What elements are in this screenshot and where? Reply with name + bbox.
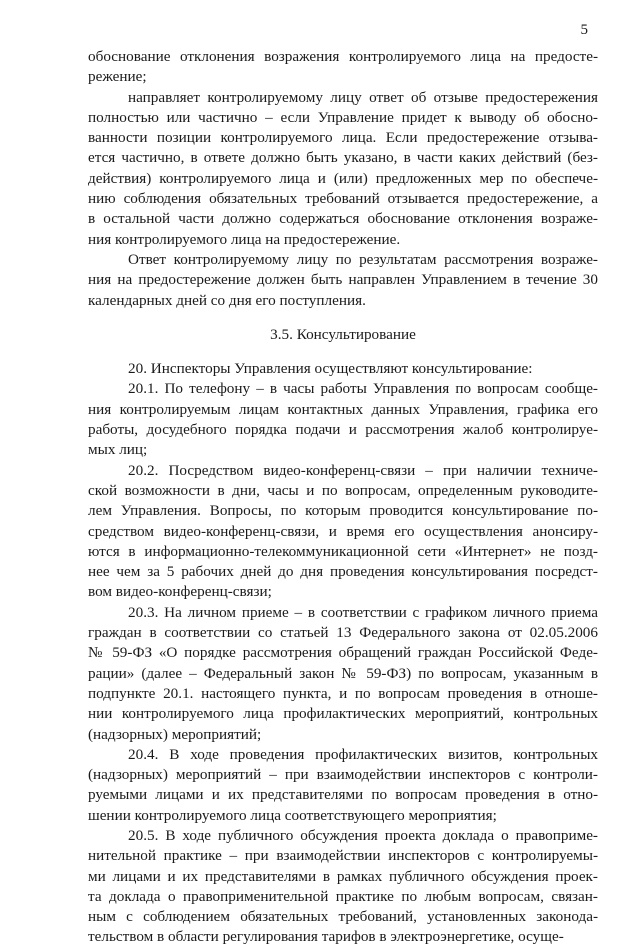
paragraph-line: граждан в соответствии со статьей 13 Федерального закона от 02.05.2006 bbox=[88, 624, 598, 642]
paragraph-line: работы, досудебного порядка подачи и рассмотрения жалоб контролируе- bbox=[88, 421, 598, 439]
paragraph-line: нии контролируемого лица профилактических мероприятий, контрольных bbox=[88, 705, 598, 723]
section-heading: 3.5. Консультирование bbox=[270, 325, 416, 343]
page-number: 5 bbox=[580, 22, 588, 38]
paragraph-line: обоснование отклонения возражения контролируемого лица на предосте- bbox=[88, 48, 598, 65]
paragraph-line: направляет контролируемому лицу ответ об отзыве предостережения bbox=[128, 88, 598, 106]
paragraph-line: 20.5. В ходе публичного обсуждения проекта доклада о правоприме- bbox=[128, 826, 598, 844]
paragraph-line: режение; bbox=[88, 68, 147, 86]
paragraph-line: полностью или частично – если Управление придет к выводу об обосно- bbox=[88, 108, 598, 126]
paragraph-line: ния контролируемого лица на предостережение. bbox=[88, 230, 401, 248]
paragraph-line: тельством в области регулирования тарифов в электроэнергетике, осуще- bbox=[88, 928, 564, 946]
paragraph-line: 20.1. По телефону – в часы работы Управления по вопросам сообще- bbox=[128, 380, 598, 398]
paragraph-line: нию соблюдения обязательных требований отзывается предостережение, а bbox=[88, 190, 598, 208]
section-3-4-tail bbox=[88, 47, 598, 311]
paragraph bbox=[88, 88, 598, 250]
paragraph-line: 20. Инспекторы Управления осуществляют консультирование: bbox=[128, 360, 533, 378]
paragraph-line: вом видео-конференц-связи; bbox=[88, 583, 272, 601]
paragraph-line: в остальной части должно содержаться обоснование отклонения возраже- bbox=[88, 210, 598, 228]
paragraph-line: ванности позиции контролируемого лица. Если предостережение отзыва- bbox=[88, 129, 598, 147]
paragraph-line: ния на предостережение должен быть направлен Управлением в течение 30 bbox=[88, 271, 598, 289]
paragraph-line: нее чем за 5 рабочих дней до дня проведения консультирования посредст- bbox=[88, 563, 598, 581]
paragraph-line: 20.4. В ходе проведения профилактических визитов, контрольных bbox=[128, 745, 598, 763]
paragraph-line: действия) контролируемого лица и (или) предложенных мер по обеспече- bbox=[88, 169, 598, 187]
paragraph-line: 20.2. Посредством видео-конференц-связи – при наличии техниче- bbox=[128, 461, 598, 479]
paragraph-line: (надзорных) мероприятий; bbox=[88, 725, 262, 743]
paragraph bbox=[88, 745, 598, 826]
paragraph-line: руемыми лицами и их представителями по вопросам проведения в отно- bbox=[88, 786, 598, 804]
paragraph-line: подпункте 20.1. настоящего пункта, и по вопросам проведения в отноше- bbox=[88, 684, 598, 702]
paragraph-line: ния контролируемым лицам контактных данных Управления, графика его bbox=[88, 400, 598, 418]
paragraph-line: ми лицами и их представителями в рамках публичного обсуждения проек- bbox=[88, 867, 598, 885]
paragraph-line: лем Управления. Вопросы, по которым проводится консультирование по- bbox=[88, 502, 598, 520]
paragraph-line: ным с соблюдением обязательных требований, установленных законода- bbox=[88, 908, 598, 926]
paragraph-line: Ответ контролируемому лицу по результатам рассмотрения возраже- bbox=[128, 250, 598, 268]
paragraph bbox=[88, 603, 598, 745]
paragraph-line: ской возможности в дни, часы и по вопросам, определенным руководите- bbox=[88, 481, 598, 499]
paragraph-line: нительной практике – при взаимодействии инспекторов с контролируемы- bbox=[88, 847, 598, 865]
paragraph bbox=[88, 826, 598, 948]
paragraph-line: ется частично, в ответе должно быть указано, в части каких действий (без- bbox=[88, 149, 598, 167]
paragraph bbox=[88, 379, 598, 460]
paragraph bbox=[88, 359, 598, 379]
paragraph-line: средством видео-конференц-связи, и время его осуществления анонсиру- bbox=[88, 522, 598, 540]
paragraph-line: № 59-ФЗ «О порядке рассмотрения обращений граждан Российской Феде- bbox=[88, 644, 598, 662]
paragraph-line: календарных дней со дня его поступления. bbox=[88, 291, 366, 309]
paragraph-line: та доклада о правоприменительной практике по любым вопросам, связан- bbox=[88, 887, 598, 905]
paragraph-line: 20.3. На личном приеме – в соответствии с графиком личного приема bbox=[128, 603, 598, 621]
paragraph-line: ются в информационно-телекоммуникационной сети «Интернет» не позд- bbox=[88, 542, 598, 560]
paragraph-line: рации» (далее – Федеральный закон № 59-ФЗ) по вопросам, указанным в bbox=[88, 664, 598, 682]
paragraph-line: мых лиц; bbox=[88, 441, 148, 459]
paragraph-line: (надзорных) мероприятий – при взаимодействии инспекторов с контроли- bbox=[88, 766, 598, 784]
paragraph-line: шении контролируемого лица соответствующего мероприятия; bbox=[88, 806, 497, 824]
paragraph bbox=[88, 250, 598, 311]
paragraph bbox=[88, 461, 598, 603]
document-body bbox=[88, 47, 598, 948]
paragraph bbox=[88, 47, 598, 88]
section-3-5-body bbox=[88, 359, 598, 948]
